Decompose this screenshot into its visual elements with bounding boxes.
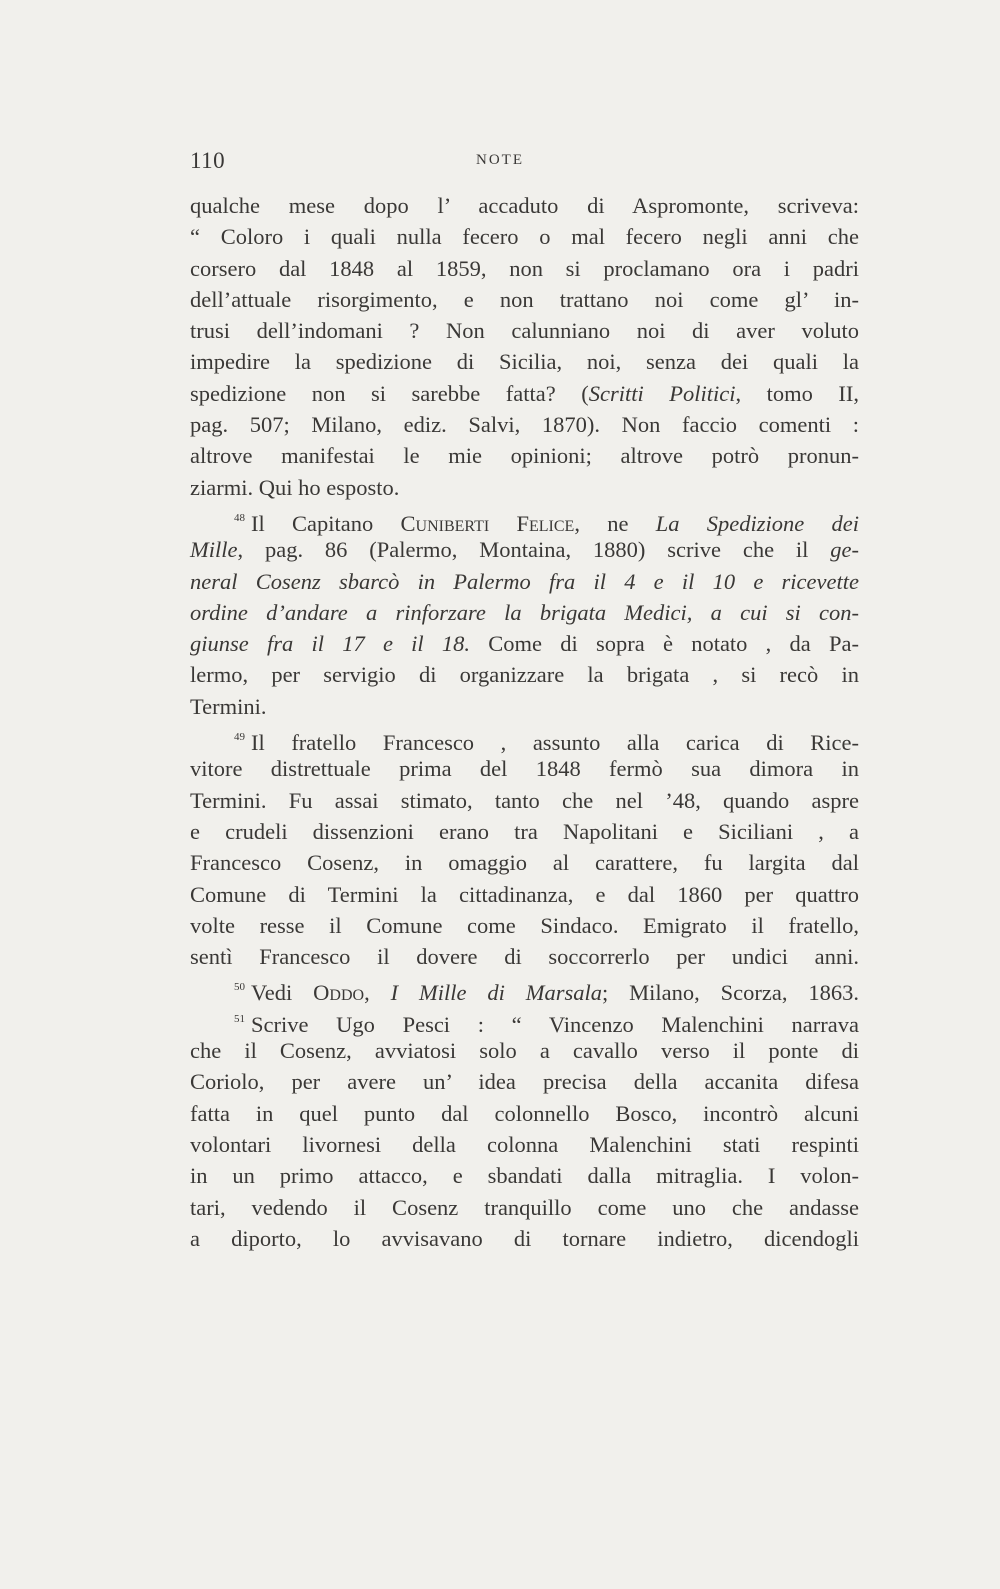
text-run: spedizione non si sarebbe fatta? ( — [190, 380, 589, 406]
note-number: 51 — [234, 1012, 245, 1025]
text-line: volte resse il Comune come Sindaco. Emigrato il fratello, — [190, 912, 859, 938]
footnote-49 — [190, 722, 859, 756]
text-run: ge- — [830, 537, 859, 563]
text-line: a diporto, lo avvisavano di tornare indietro, dicendogli — [190, 1225, 859, 1251]
text-line: “ Coloro i quali nulla fecero o mal fecero negli anni che — [190, 224, 859, 250]
book-title: Scritti Politici — [588, 380, 736, 406]
text-line — [190, 534, 859, 565]
text-run: Scrive Ugo Pesci : “ Vincenzo Malenchini narrava — [251, 1011, 859, 1037]
text-run: neral Cosenz sbarcò in Palermo fra il 4 e il 10 e ricevette — [190, 568, 859, 594]
text-line: impedire la spedizione di Sicilia, noi, senza dei quali la — [190, 349, 859, 375]
note-number: 50 — [234, 981, 245, 994]
text-run: Il fratello Francesco , assunto alla carica di Rice- — [251, 730, 859, 756]
text-run: Come di sopra è notato , da Pa- — [470, 631, 860, 657]
note-number: 48 — [234, 511, 245, 524]
text-run: , — [364, 980, 391, 1006]
text-line: Termini. — [190, 693, 267, 719]
footnote-48 — [190, 503, 859, 534]
text-line: dell’attuale risorgimento, e non trattano noi come gl’ in- — [190, 286, 859, 312]
text-run: Vedi — [251, 980, 314, 1006]
book-title: La Spedizione dei — [655, 510, 859, 536]
running-head: NOTE — [476, 152, 524, 168]
text-line: qualche mese dopo l’ accaduto di Aspromonte, scriveva: — [190, 193, 859, 218]
text-line: ziarmi. Qui ho esposto. — [190, 474, 400, 500]
text-line — [190, 378, 859, 409]
text-line: Comune di Termini la cittadinanza, e dal 1860 per quattro — [190, 881, 859, 907]
book-title: Mille — [190, 537, 238, 563]
text-run: Il Capitano — [251, 510, 401, 536]
footnote-50 — [190, 972, 859, 1006]
text-line: Francesco Cosenz, in omaggio al carattere, fu largita dal — [190, 850, 859, 876]
text-line — [190, 566, 859, 597]
text-line: corsero dal 1848 al 1859, non si proclamano ora i padri — [190, 255, 859, 281]
text-line: trusi dell’indomani ? Non calunniano noi di aver voluto — [190, 318, 859, 344]
footnote-51 — [190, 1004, 859, 1035]
text-line: tari, vedendo il Cosenz tranquillo come uno che andasse — [190, 1194, 859, 1220]
note-number: 49 — [234, 731, 245, 744]
text-line: fatta in quel punto dal colonnello Bosco, incontrò alcuni — [190, 1100, 859, 1126]
text-run: , tomo II, — [735, 380, 859, 406]
text-run: giunse fra il 17 e il 18. — [190, 631, 471, 657]
text-line: volontari livornesi della colonna Malenchini stati respinti — [190, 1131, 859, 1157]
text-run: , ne — [574, 510, 656, 536]
text-line: altrove manifestai le mie opinioni; altrove potrò pronun- — [190, 443, 859, 469]
text-line: vitore distrettuale prima del 1848 fermò sua dimora in — [190, 756, 859, 782]
text-line: lermo, per servigio di organizzare la brigata , si recò in — [190, 662, 859, 688]
text-line: che il Cosenz, avviatosi solo a cavallo verso il ponte di — [190, 1038, 859, 1064]
text-run: ; Milano, Scorza, 1863. — [601, 980, 859, 1006]
text-line: pag. 507; Milano, ediz. Salvi, 1870). Non faccio comenti : — [190, 412, 859, 438]
text-line — [190, 597, 859, 628]
text-line — [190, 628, 859, 659]
author-name: Cuniberti Felice — [400, 510, 575, 536]
text-run: ordine d’andare a rinforzare la brigata Medici, a cui si con- — [190, 599, 859, 625]
text-line: sentì Francesco il dovere di soccorrerlo per undici anni. — [190, 944, 859, 970]
book-title: I Mille di Marsala — [390, 980, 602, 1006]
page-number: 110 — [190, 148, 226, 173]
body-text — [190, 190, 859, 1254]
text-line: in un primo attacco, e sbandati dalla mitraglia. I volon- — [190, 1163, 859, 1189]
text-line: Termini. Fu assai stimato, tanto che nel ’48, quando aspre — [190, 787, 859, 813]
text-line: Coriolo, per avere un’ idea precisa della accanita difesa — [190, 1069, 859, 1095]
text-run: , pag. 86 (Palermo, Montaina, 1880) scrive che il — [237, 537, 831, 563]
text-line: e crudeli dissenzioni erano tra Napolitani e Siciliani , a — [190, 818, 859, 844]
author-name: Oddo — [313, 980, 365, 1006]
